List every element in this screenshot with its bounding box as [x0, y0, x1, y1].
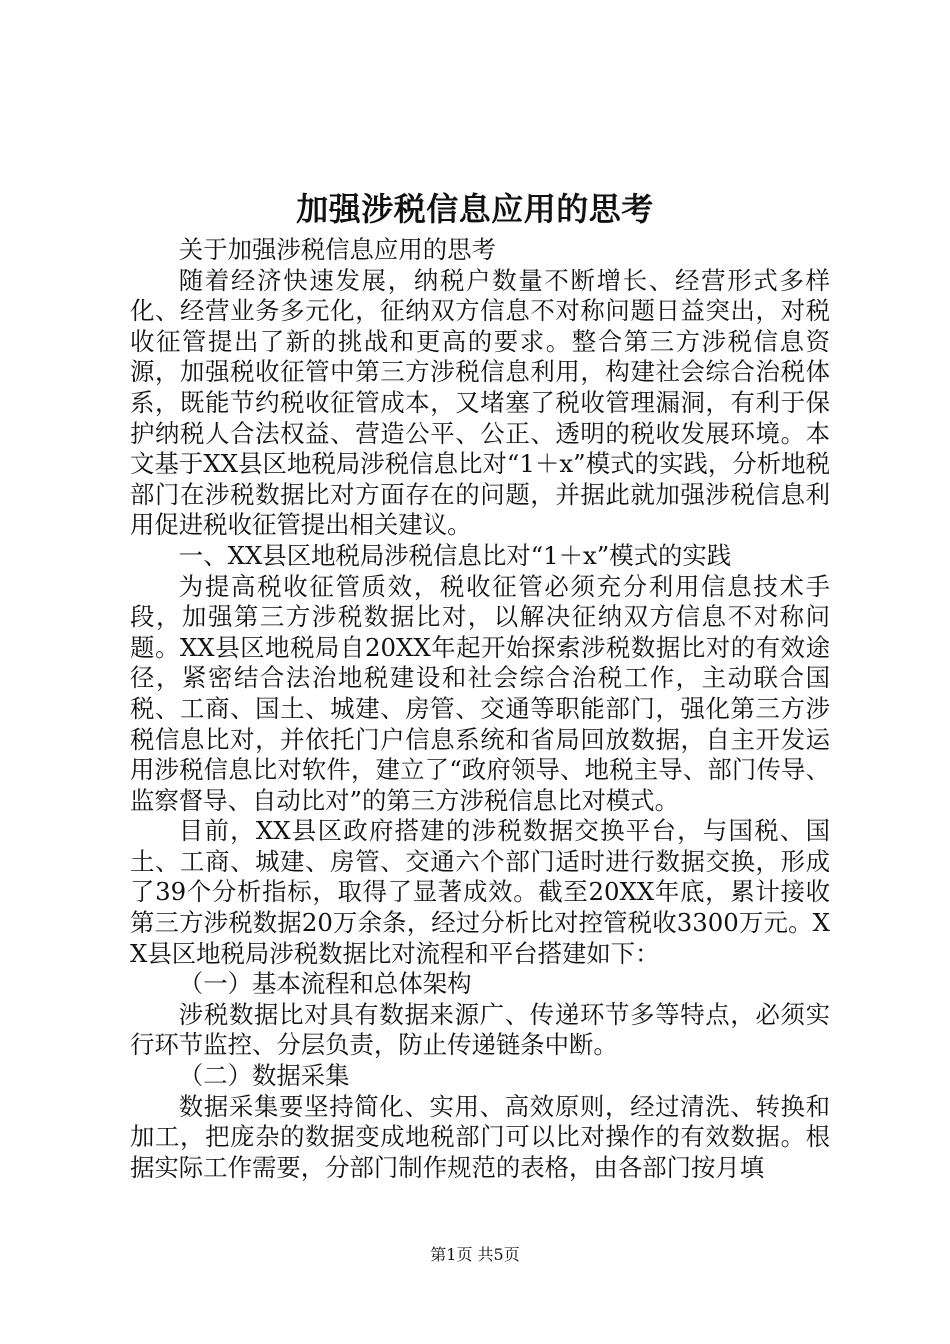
- subsection-heading-1: （一）基本流程和总体架构: [178, 969, 472, 999]
- paragraph-subtitle: 关于加强涉税信息应用的思考: [178, 235, 496, 264]
- paragraph-data-collection: 数据采集要坚持简化、实用、高效原则，经过清洗、转换和加工，把庞杂的数据变成地税部门可以比对操作的有效数据。根据实际工作需要，分部门制作规范的表格，由各部门按月填: [130, 1091, 830, 1182]
- subsection-heading-2: （二）数据采集: [178, 1061, 350, 1091]
- paragraph-intro: 随着经济快速发展，纳税户数量不断增长、经营形式多样化、经营业务多元化，征纳双方信息不对称问题日益突出，对税收征管提出了新的挑战和更高的要求。整合第三方涉税信息资源，加强税收征管中第三方涉税信息利用，构建社会综合治税体系，既能节约税收征管成本，又堵塞了税收管理漏洞，有利于保护纳税人合法权益、营造公平、公正、透明的税收发展环境。本文基于XX县区地税局涉税信息比对“1＋x”模式的实践，分析地税部门在涉税数据比对方面存在的问题，并据此就加强涉税信息利用促进税收征管提出相关建议。: [130, 265, 830, 540]
- document-title: 加强涉税信息应用的思考: [296, 190, 654, 228]
- section-heading-1: 一、XX县区地税局涉税信息比对“1＋x”模式的实践: [178, 540, 732, 570]
- paragraph-process: 涉税数据比对具有数据来源广、传递环节多等特点，必须实行环节监控、分层负责，防止传递链条中断。: [130, 999, 830, 1060]
- paragraph-current: 目前，XX县区政府搭建的涉税数据交换平台，与国税、国土、工商、城建、房管、交通六个部门适时进行数据交换，形成了39个分析指标，取得了显著成效。截至20XX年底，累计接收第三方涉税数据20万余条，经过分析比对控管税收3300万元。XX县区地税局涉税数据比对流程和平台搭建如下：: [130, 816, 830, 968]
- document-body: [130, 235, 830, 1183]
- paragraph-practice: 为提高税收征管质效，税收征管必须充分利用信息技术手段，加强第三方涉税数据比对，以解决征纳双方信息不对称问题。XX县区地税局自20XX年起开始探索涉税数据比对的有效途径，紧密结合法治地税建设和社会综合治税工作，主动联合国税、工商、国土、城建、房管、交通等职能部门，强化第三方涉税信息比对，并依托门户信息系统和省局回放数据，自主开发运用涉税信息比对软件，建立了“政府领导、地税主导、部门传导、监察督导、自动比对”的第三方涉税信息比对模式。: [130, 571, 830, 815]
- page-footer: 第1页 共5页: [430, 1245, 520, 1264]
